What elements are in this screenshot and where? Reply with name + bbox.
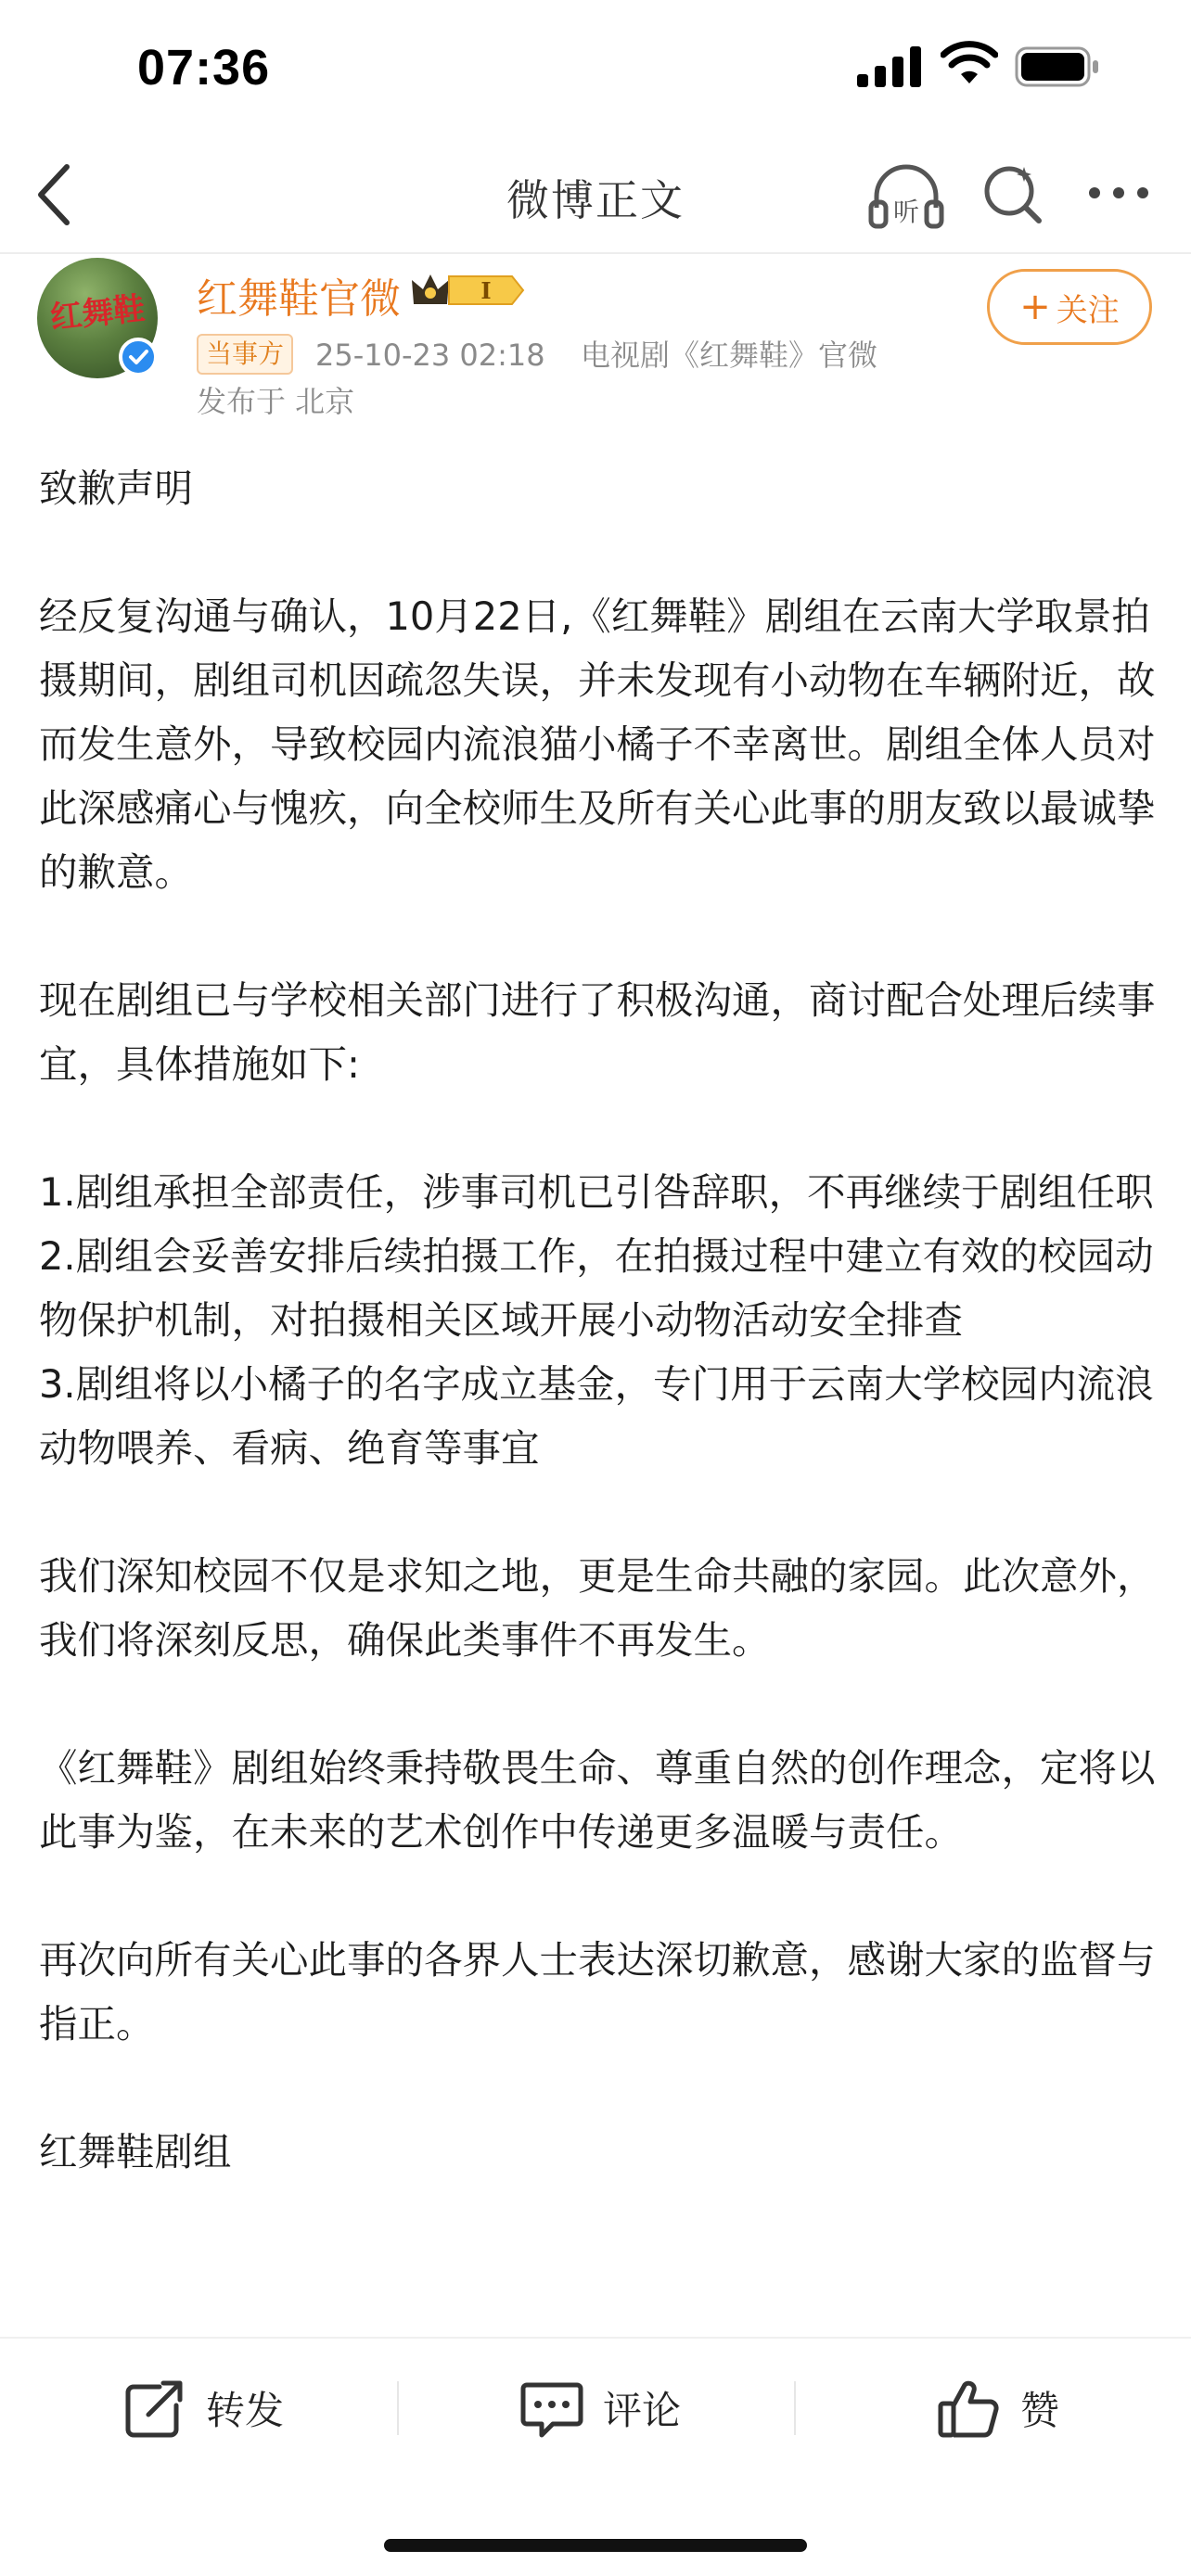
post-source: 电视剧《红舞鞋》官微 xyxy=(580,338,877,373)
signal-icon xyxy=(857,46,922,87)
vip-level: I xyxy=(480,277,492,304)
listen-icon[interactable] xyxy=(867,159,945,232)
avatar-logo-text: 红舞鞋 xyxy=(48,289,147,338)
status-bar xyxy=(0,0,1191,139)
paragraph: 经反复沟通与确认，10月22日,《红舞鞋》剧组在云南大学取景拍摄期间，剧组司机因疏忽失误，并未发现有小动物在车辆附近，故而发生意外，导致校园内流浪猫小橘子不幸离世。剧组全体人员对此深感痛心与愧疚，向全校师生及所有关心此事的朋友致以最诚挚的歉意。 xyxy=(39,593,1156,895)
repost-label: 转发 xyxy=(206,2388,285,2433)
list-item: 3.剧组将以小橘子的名字成立基金，专门用于云南大学校园内流浪动物喂养、看病、绝育等事宜 xyxy=(39,1361,1154,1471)
paragraph: 《红舞鞋》剧组始终秉持敬畏生命、尊重自然的创作理念，定将以此事为鉴，在未来的艺术创作中传递更多温暖与责任。 xyxy=(39,1745,1156,1855)
repost-button[interactable] xyxy=(122,2376,284,2441)
post-timestamp: 25-10-23 02:18 xyxy=(315,338,545,373)
post-meta xyxy=(315,332,877,375)
verified-icon xyxy=(119,338,158,376)
bottom-toolbar xyxy=(0,2337,1191,2485)
like-icon xyxy=(937,2376,1002,2441)
post-signature: 红舞鞋剧组 xyxy=(39,2129,232,2174)
more-icon[interactable] xyxy=(1085,174,1152,211)
post-location: 发布于 北京 xyxy=(197,384,355,419)
plus-icon: + xyxy=(1019,286,1051,328)
paragraph: 现在剧组已与学校相关部门进行了积极沟通，商讨配合处理后续事宜，具体措施如下: xyxy=(39,977,1156,1087)
paragraph: 再次向所有关心此事的各界人士表达深切歉意，感谢大家的监督与指正。 xyxy=(39,1937,1156,2047)
like-label: 赞 xyxy=(1020,2388,1060,2433)
wifi-icon xyxy=(941,41,998,87)
repost-icon xyxy=(122,2376,187,2441)
comment-label: 评论 xyxy=(603,2388,682,2433)
toolbar-divider xyxy=(397,2381,399,2435)
nav-bar xyxy=(0,139,1191,250)
search-icon[interactable] xyxy=(981,159,1044,226)
home-indicator[interactable] xyxy=(384,2539,807,2552)
post-body xyxy=(39,456,1161,2184)
author-name[interactable]: 红舞鞋官微 xyxy=(197,275,401,323)
post-title: 致歉声明 xyxy=(39,465,194,511)
scroll-fade xyxy=(0,2289,1191,2339)
follow-label: 关注 xyxy=(1056,291,1120,329)
nav-divider xyxy=(0,252,1191,254)
list-item: 2.剧组会妥善安排后续拍摄工作，在拍摄过程中建立有效的校园动物保护机制，对拍摄相关区域开展小动物活动安全排查 xyxy=(39,1233,1154,1343)
comment-icon xyxy=(519,2376,584,2441)
toolbar-divider xyxy=(794,2381,796,2435)
comment-button[interactable] xyxy=(519,2376,681,2441)
vip-crown-icon[interactable] xyxy=(408,267,525,313)
list-item: 1.剧组承担全部责任，涉事司机已引咎辞职，不再继续于剧组任职 xyxy=(39,1169,1154,1215)
paragraph: 我们深知校园不仅是求知之地，更是生命共融的家园。此次意外，我们将深刻反思，确保此类事件不再发生。 xyxy=(39,1553,1156,1663)
page-title: 微博正文 xyxy=(506,175,685,225)
party-tag: 当事方 xyxy=(197,334,293,375)
like-button[interactable] xyxy=(937,2376,1059,2441)
svg-text:听: 听 xyxy=(892,197,920,227)
follow-button[interactable] xyxy=(987,269,1152,345)
status-time: 07:36 xyxy=(137,40,271,96)
battery-icon xyxy=(1015,46,1100,87)
